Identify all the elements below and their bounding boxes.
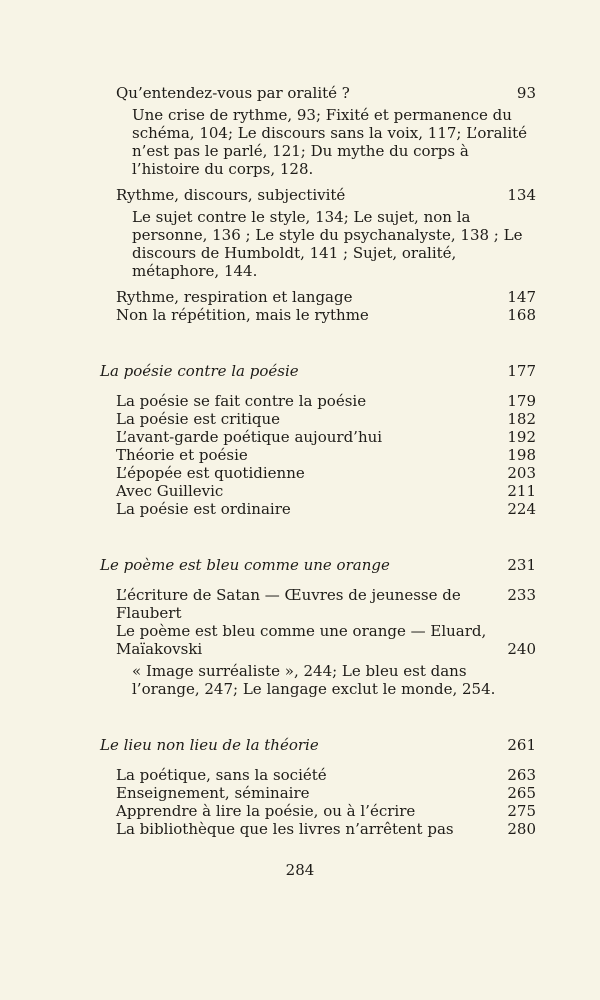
entry-description: « Image surréaliste », 244; Le bleu est dans l’orange, 247; Le langage exclut le monde, 254. xyxy=(132,662,496,698)
entry-description: Le sujet contre le style, 134; Le sujet, non la personne, 136 ; Le style du psychanalyste, 138 ; Le discours de Humboldt, 141 ; Sujet, oralité, métaphore, 144. xyxy=(132,208,523,280)
entry-title: Avec Guillevic xyxy=(116,482,224,500)
section-title: Le lieu non lieu de la théorie xyxy=(100,736,319,754)
toc-entry xyxy=(100,500,536,518)
entry-page: 280 xyxy=(507,820,536,838)
section-page: 231 xyxy=(507,556,536,574)
entry-page: 275 xyxy=(507,802,536,820)
entry-page: 233 xyxy=(507,586,536,604)
entry-title: Apprendre à lire la poésie, ou à l’écrire xyxy=(116,802,416,820)
toc-entry xyxy=(100,482,536,500)
table-of-contents xyxy=(100,84,536,838)
toc-entry xyxy=(100,784,536,802)
entry-page: 147 xyxy=(507,288,536,306)
entry-title: La bibliothèque que les livres n’arrêtent pas xyxy=(116,820,454,838)
toc-entry xyxy=(100,392,536,410)
toc-entry xyxy=(100,84,536,102)
toc-entry xyxy=(100,186,536,204)
entry-page: 93 xyxy=(516,84,536,102)
entry-title: La poésie est critique xyxy=(116,410,281,428)
entry-title: La poésie est ordinaire xyxy=(116,500,291,518)
entry-title: Théorie et poésie xyxy=(116,446,248,464)
page-number: 284 xyxy=(285,861,315,879)
entry-title: Non la répétition, mais le rythme xyxy=(116,306,369,324)
entry-page: 211 xyxy=(507,482,536,500)
section-page: 177 xyxy=(507,362,536,380)
entry-title: Rythme, discours, subjectivité xyxy=(116,186,346,204)
entry-page: 203 xyxy=(507,464,536,482)
entry-title: Le poème est bleu comme une orange — Eluard, xyxy=(116,622,487,640)
entry-description: Une crise de rythme, 93; Fixité et permanence du schéma, 104; Le discours sans la voix, 117; L’oralité n’est pas le parlé, 121; Du mythe du corps à l’histoire du corps, 128. xyxy=(132,106,528,178)
entry-title: L’écriture de Satan — Œuvres de jeunesse de Flaubert xyxy=(116,586,461,622)
toc-entry xyxy=(100,586,536,622)
entry-title: La poétique, sans la société xyxy=(116,766,327,784)
entry-page: 192 xyxy=(507,428,536,446)
entry-title: L’épopée est quotidienne xyxy=(116,464,305,482)
entry-title: Rythme, respiration et langage xyxy=(116,288,353,306)
toc-entry xyxy=(100,410,536,428)
toc-entry xyxy=(100,464,536,482)
section-heading xyxy=(100,736,536,754)
toc-entry xyxy=(100,306,536,324)
entry-page: 224 xyxy=(507,500,536,518)
entry-page: 134 xyxy=(507,186,536,204)
entry-title: La poésie se fait contre la poésie xyxy=(116,392,367,410)
entry-page: 168 xyxy=(507,306,536,324)
toc-entry xyxy=(100,640,536,658)
toc-entry xyxy=(100,622,536,640)
toc-entry xyxy=(100,802,536,820)
section-page: 261 xyxy=(507,736,536,754)
entry-title: L’avant-garde poétique aujourd’hui xyxy=(116,428,383,446)
entry-page: 182 xyxy=(507,410,536,428)
entry-title-continuation: Maïakovski xyxy=(116,640,203,658)
entry-page: 240 xyxy=(507,640,536,658)
entry-page: 179 xyxy=(507,392,536,410)
toc-entry xyxy=(100,820,536,838)
entry-page: 263 xyxy=(507,766,536,784)
toc-entry xyxy=(100,428,536,446)
section-heading xyxy=(100,362,536,380)
toc-entry xyxy=(100,446,536,464)
entry-title: Enseignement, séminaire xyxy=(116,784,310,802)
section-title: Le poème est bleu comme une orange xyxy=(100,556,390,574)
toc-entry xyxy=(100,288,536,306)
entry-page: 198 xyxy=(507,446,536,464)
section-title: La poésie contre la poésie xyxy=(100,362,299,380)
toc-entry xyxy=(100,766,536,784)
entry-title: Qu’entendez-vous par oralité ? xyxy=(116,84,350,102)
entry-page: 265 xyxy=(507,784,536,802)
section-heading xyxy=(100,556,536,574)
